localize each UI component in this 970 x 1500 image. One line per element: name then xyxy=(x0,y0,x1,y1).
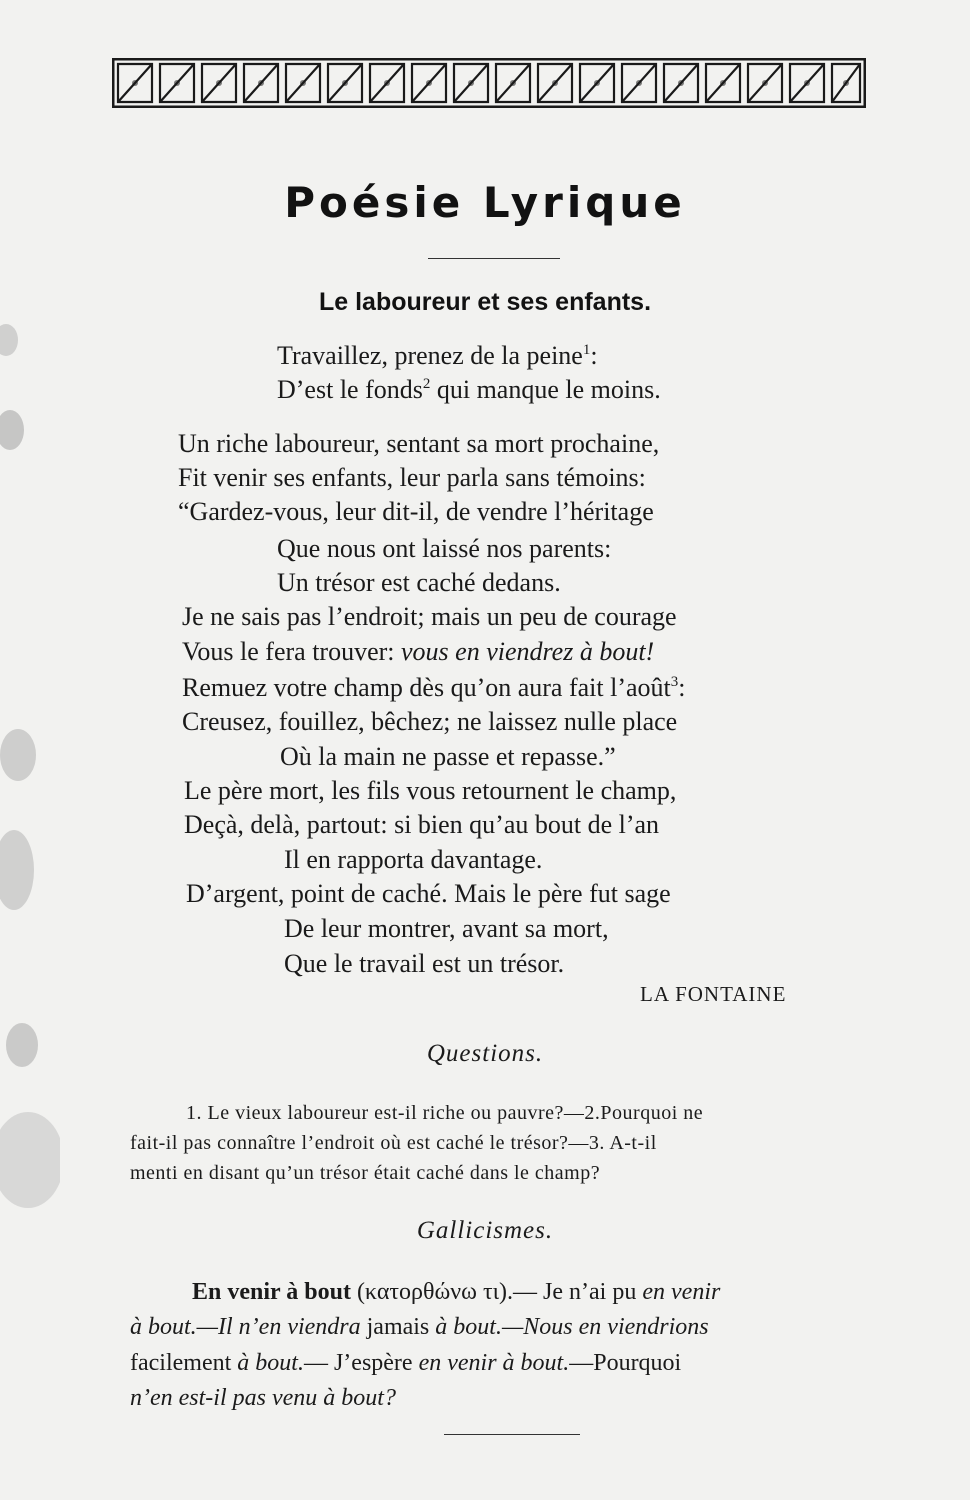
gallicisme-line: facilement à bout.— J’espère en venir à bout.—Pourquoi xyxy=(130,1350,682,1376)
footnote-ref: 3 xyxy=(670,674,679,690)
gallicismes-heading: Gallicismes. xyxy=(416,1217,554,1244)
gallicisme-line: En venir à bout (κατορθώνω τι).— Je n’ai pu en venir xyxy=(192,1279,721,1305)
footer-divider xyxy=(444,1434,580,1435)
decorative-border-icon xyxy=(112,58,866,108)
poem-line: Un riche laboureur, sentant sa mort prochaine, xyxy=(178,429,660,458)
page-title: Poésie Lyrique xyxy=(284,178,686,227)
footnote-ref: 1 xyxy=(582,342,591,358)
poem-line: Que le travail est un trésor. xyxy=(284,949,565,978)
poem-author: LA FONTAINE xyxy=(640,982,787,1006)
poem-line: Fit venir ses enfants, leur parla sans témoins: xyxy=(178,463,646,492)
poem-line: “Gardez-vous, leur dit-il, de vendre l’héritage xyxy=(178,497,654,526)
poem-line: Où la main ne passe et repasse.” xyxy=(280,742,616,771)
question-line: 1. Le vieux laboureur est-il riche ou pauvre?—2.Pourquoi ne xyxy=(186,1102,704,1124)
questions-heading: Questions. xyxy=(426,1040,544,1067)
poem-line: Un trésor est caché dedans. xyxy=(277,568,561,597)
gallicisme-line: à bout.—Il n’en viendra jamais à bout.—Nous en viendrions xyxy=(130,1314,709,1340)
poem-line: D’est le fonds$^2$ qui manque le moins. xyxy=(277,375,661,404)
poem-line: Remuez votre champ dès qu’on aura fait l’août$^3$: xyxy=(182,673,686,702)
poem-line: De leur montrer, avant sa mort, xyxy=(284,914,609,943)
question-line: menti en disant qu’un trésor était caché dans le champ? xyxy=(130,1162,601,1184)
poem-line: Le père mort, les fils vous retournent le champ, xyxy=(184,776,677,805)
footnote-ref: 2 xyxy=(422,376,431,392)
question-line: fait-il pas connaître l’endroit où est caché le trésor?—3. A-t-il xyxy=(130,1132,657,1154)
poem-line: Je ne sais pas l’endroit; mais un peu de courage xyxy=(182,602,677,631)
poem-line: Deçà, delà, partout: si bien qu’au bout de l’an xyxy=(184,810,660,839)
poem-line: D’argent, point de caché. Mais le père fut sage xyxy=(186,879,671,908)
gallicisme-line: n’en est-il pas venu à bout? xyxy=(130,1385,396,1411)
poem-line: Il en rapporta davantage. xyxy=(284,845,543,874)
poem-title: Le laboureur et ses enfants. xyxy=(318,288,652,316)
poem-line: Que nous ont laissé nos parents: xyxy=(277,534,612,563)
poem-line: Creusez, fouillez, bêchez; ne laissez nulle place xyxy=(182,707,678,736)
poem-line: Travaillez, prenez de la peine$^1$: xyxy=(277,341,598,370)
title-divider xyxy=(428,258,560,259)
poem-line: Vous le fera trouver: vous en viendrez à bout! xyxy=(182,637,655,666)
